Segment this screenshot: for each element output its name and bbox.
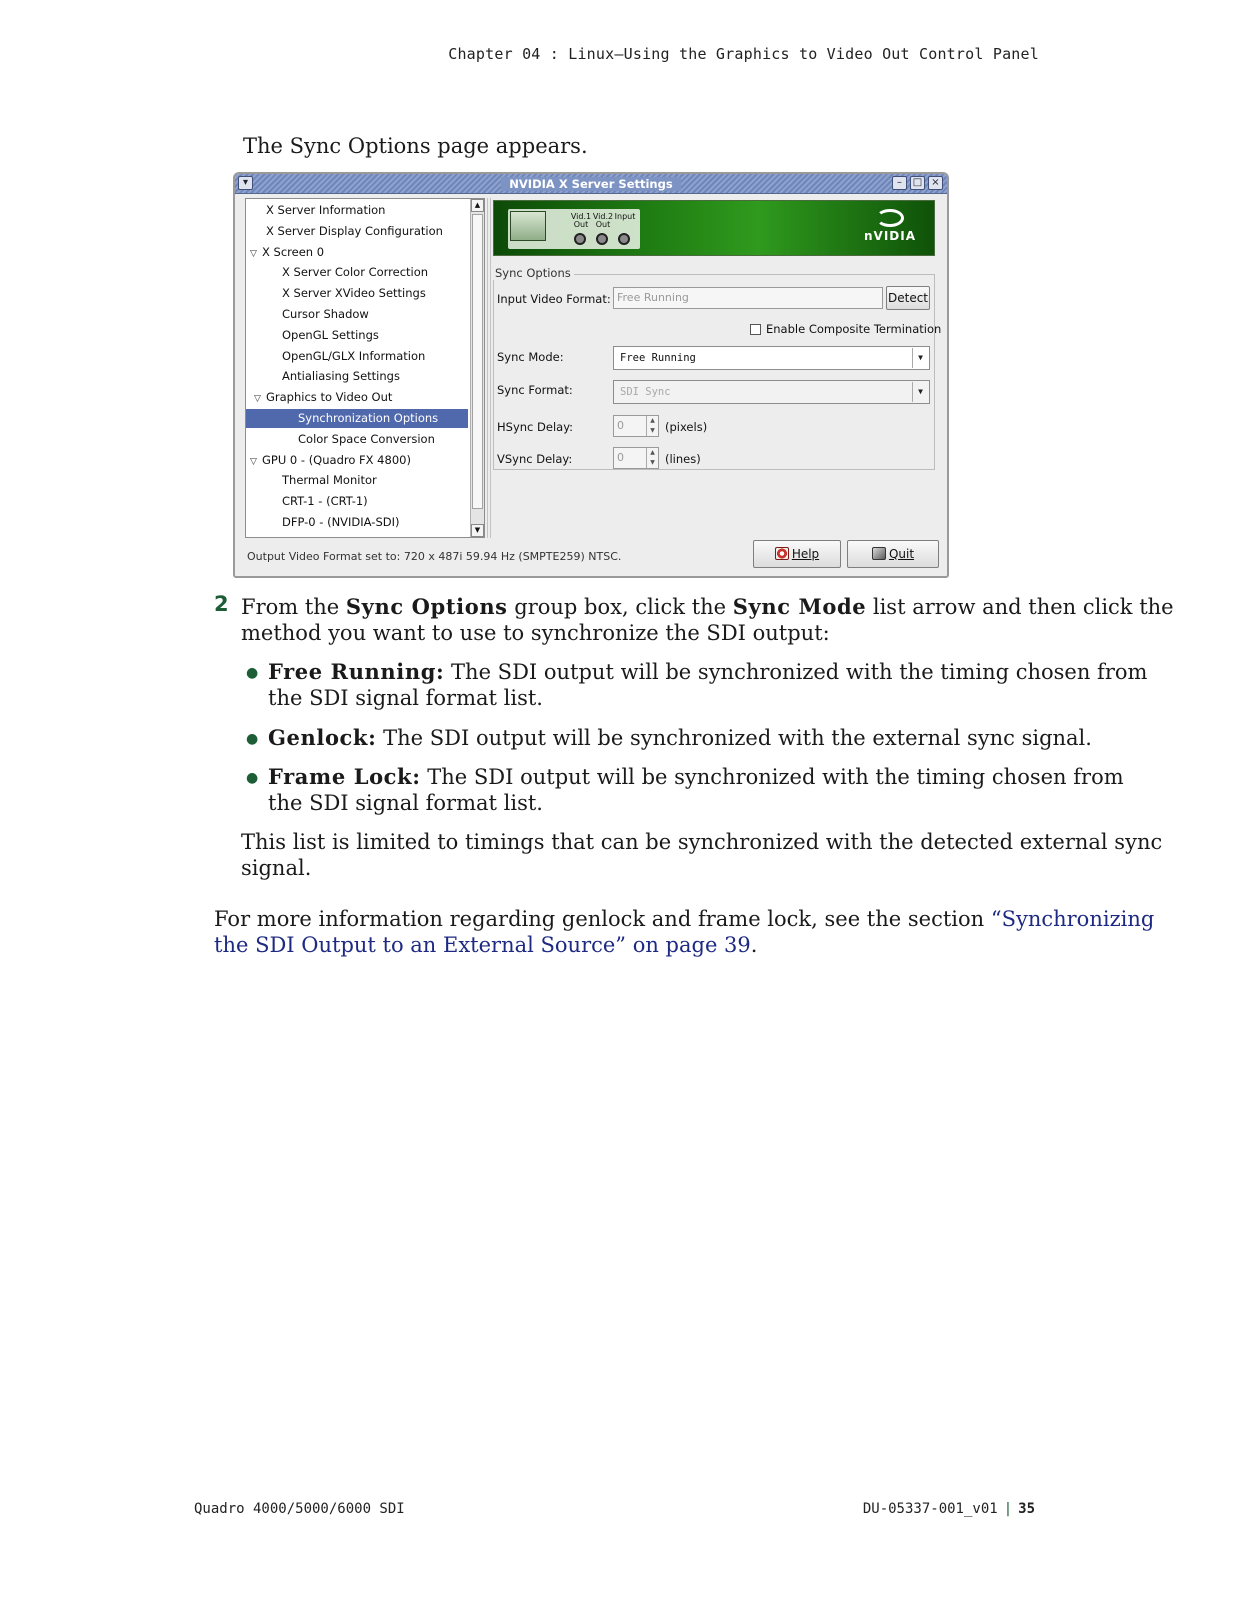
nvidia-logo-text: nVIDIA [863, 229, 916, 243]
page-header: Chapter 04 : Linux—Using the Graphics to Video Out Control Panel [448, 45, 1039, 63]
limit-note [241, 829, 1162, 881]
tree-item-label: Synchronization Options [298, 411, 439, 425]
tree-item[interactable] [246, 347, 468, 366]
bullet-cont: the SDI signal format list. [268, 686, 543, 710]
step-text [241, 594, 1174, 646]
tree-item[interactable] [246, 409, 468, 428]
intro-text: The Sync Options page appears. [243, 134, 588, 158]
bullet-term: Frame Lock: [268, 764, 421, 789]
tree-item[interactable] [246, 305, 468, 324]
bullet-icon: ● [246, 665, 259, 681]
sync-mode-label: Sync Mode: [497, 350, 564, 364]
port-label-input: Input [614, 212, 636, 221]
tree-item-label: X Server XVideo Settings [282, 286, 426, 301]
footer-docinfo [863, 1501, 1035, 1517]
limit-note-line-2: signal. [241, 856, 312, 880]
step-text-1: From the [241, 595, 346, 619]
pane-splitter[interactable] [487, 198, 491, 538]
tree-item-label: X Server Color Correction [282, 265, 429, 280]
bullet-cont: the SDI signal format list. [268, 791, 543, 815]
tree-item-label: X Server Information [266, 203, 386, 217]
step-line-2: method you want to use to synchronize the SDI output: [241, 621, 830, 645]
tree-item[interactable] [246, 367, 468, 386]
tree-item-label: DFP-0 - (NVIDIA-SDI) [282, 515, 400, 529]
window-menu-icon[interactable]: ▾ [238, 176, 253, 190]
scroll-down-icon[interactable]: ▼ [471, 524, 484, 537]
port-vid1-icon [574, 233, 586, 245]
bullet-frame-lock [268, 764, 1124, 816]
input-video-format-label: Input Video Format: [497, 292, 611, 306]
help-icon [775, 547, 789, 560]
bullet-icon: ● [246, 731, 259, 747]
help-button[interactable] [753, 540, 841, 568]
sync-format-dropdown-icon[interactable]: ▼ [912, 382, 928, 402]
vsync-unit: (lines) [665, 452, 701, 466]
vsync-delay-value: 0 [617, 451, 624, 464]
quit-icon [872, 547, 886, 560]
expander-triangle-icon[interactable]: ▽ [250, 456, 257, 467]
port-label-vid2: Vid.2 Out [592, 212, 614, 229]
footer-doc-id: DU-05337-001_v01 [862, 1501, 998, 1517]
sync-format-value: SDI Sync [620, 386, 671, 398]
sync-format-label: Sync Format: [497, 383, 573, 397]
hsync-delay-value: 0 [617, 419, 624, 432]
nvidia-eye-icon [876, 209, 904, 227]
close-icon[interactable]: × [928, 176, 943, 190]
tree-item[interactable] [246, 284, 468, 303]
tree-item[interactable] [246, 222, 468, 241]
composite-termination-label: Enable Composite Termination [766, 322, 942, 336]
tree-scrollbar[interactable] [470, 199, 484, 537]
more-info-end: . [750, 933, 758, 957]
window-title: NVIDIA X Server Settings [501, 177, 680, 191]
tree-item-label: OpenGL/GLX Information [282, 348, 426, 363]
tree-item-label: GPU 0 - (Quadro FX 4800) [262, 452, 411, 467]
page-number: 35 [1018, 1501, 1035, 1517]
hsync-delay-spinner[interactable] [613, 415, 659, 437]
quit-button[interactable] [847, 540, 939, 568]
bullet-term: Free Running: [268, 659, 445, 684]
tree-item[interactable] [246, 263, 468, 282]
sync-format-select[interactable] [613, 380, 930, 404]
expander-triangle-icon[interactable]: ▽ [254, 394, 261, 405]
vsync-spin-arrows-icon[interactable]: ▲ ▼ [646, 448, 658, 468]
nvidia-settings-window [233, 172, 949, 578]
tree-item[interactable] [246, 388, 468, 407]
limit-note-line-1: This list is limited to timings that can be synchronized with the detected external sync [241, 830, 1163, 854]
tree-item-label: Antialiasing Settings [282, 369, 400, 384]
tree-item-label: Color Space Conversion [298, 431, 435, 446]
sdi-card-icon [510, 211, 546, 241]
port-input-icon [618, 233, 630, 245]
sync-mode-dropdown-icon[interactable]: ▼ [912, 348, 928, 368]
tree-item[interactable] [246, 471, 468, 490]
tree-item-label: Graphics to Video Out [266, 390, 393, 405]
scroll-thumb[interactable] [472, 214, 483, 509]
maximize-icon[interactable]: □ [910, 176, 925, 190]
tree-item-label: X Server Display Configuration [266, 223, 443, 238]
cross-reference-link[interactable]: “Synchronizing [990, 907, 1155, 931]
tree-item[interactable] [246, 430, 468, 449]
tree-item[interactable] [246, 513, 468, 532]
tree-item-label: OpenGL Settings [282, 327, 379, 342]
vsync-delay-spinner[interactable] [613, 447, 659, 469]
nvidia-logo [858, 209, 922, 249]
vsync-delay-label: VSync Delay: [497, 452, 573, 466]
tree-item-label: Thermal Monitor [282, 473, 377, 488]
help-label: Help [791, 547, 820, 561]
bullet-icon: ● [246, 770, 259, 786]
sync-mode-value: Free Running [620, 352, 696, 364]
sync-mode-select[interactable] [613, 346, 930, 370]
more-info-text: For more information regarding genlock and frame lock, see the section [214, 907, 991, 931]
tree-item[interactable] [246, 492, 468, 511]
step-bold-sync-mode: Sync Mode [732, 594, 867, 619]
step-text-3: list arrow and then click the [866, 595, 1174, 619]
tree-item-label: CRT-1 - (CRT-1) [282, 494, 368, 509]
hsync-unit: (pixels) [665, 420, 708, 434]
bullet-text: The SDI output will be synchronized with the timing chosen from [444, 660, 1148, 684]
footer-product: Quadro 4000/5000/6000 SDI [194, 1501, 405, 1517]
navigation-tree [245, 198, 485, 538]
step-bold-sync-options: Sync Options [345, 594, 508, 619]
bullet-text: The SDI output will be synchronized with the timing chosen from [420, 765, 1124, 789]
sdi-banner [493, 200, 935, 256]
scroll-up-icon[interactable]: ▲ [471, 199, 484, 212]
sync-options-title: Sync Options [492, 266, 574, 280]
bullet-term: Genlock: [268, 725, 377, 750]
bullet-free-running [268, 659, 1147, 711]
minimize-icon[interactable]: – [892, 176, 907, 190]
port-label-vid1: Vid.1 Out [570, 212, 592, 229]
quit-label: Quit [888, 547, 915, 561]
window-titlebar [235, 174, 947, 194]
hsync-spin-arrows-icon[interactable]: ▲ ▼ [646, 416, 658, 436]
step-text-2: group box, click the [507, 595, 733, 619]
tree-item[interactable] [246, 201, 468, 220]
step-number: 2 [214, 592, 229, 616]
tree-item[interactable] [246, 451, 468, 470]
tree-item[interactable] [246, 243, 468, 262]
status-text: Output Video Format set to: 720 x 487i 59.94 Hz (SMPTE259) NTSC. [247, 550, 622, 563]
tree-item-label: Cursor Shadow [282, 307, 369, 321]
detect-button[interactable]: Detect [886, 286, 930, 310]
sdi-card-image [508, 209, 640, 249]
port-vid2-icon [596, 233, 608, 245]
expander-triangle-icon[interactable]: ▽ [250, 248, 257, 259]
footer-separator: | [1003, 1501, 1013, 1517]
tree-item[interactable] [246, 326, 468, 345]
input-video-format-field: Free Running [613, 287, 883, 309]
bullet-text: The SDI output will be synchronized with the external sync signal. [376, 726, 1092, 750]
tree-item-label: X Screen 0 [262, 244, 325, 259]
hsync-delay-label: HSync Delay: [497, 420, 574, 434]
more-info [214, 906, 1154, 958]
cross-reference-link-cont[interactable]: the SDI Output to an External Source” on page 39 [214, 933, 751, 957]
bullet-genlock [268, 725, 1092, 751]
composite-termination-checkbox[interactable] [750, 324, 761, 335]
